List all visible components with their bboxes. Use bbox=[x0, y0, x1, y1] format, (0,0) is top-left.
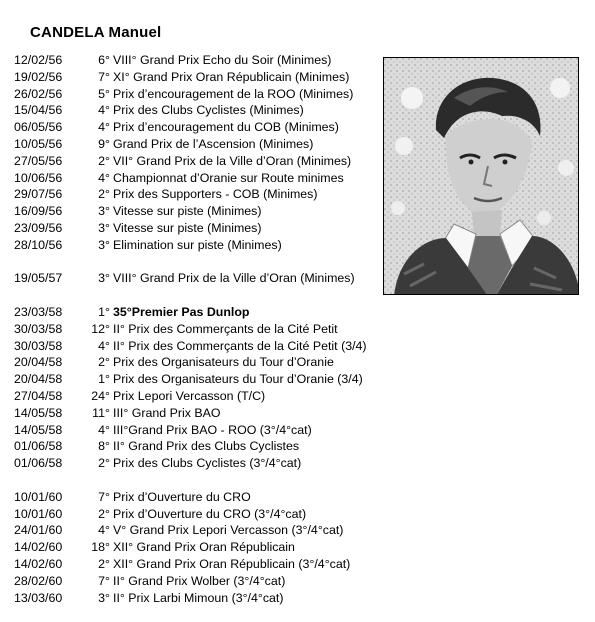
result-race: Championnat d’Oranie sur Route minimes bbox=[113, 170, 344, 185]
result-date: 19/02/56 bbox=[14, 69, 63, 84]
result-race: XII° Grand Prix Oran Républicain (3°/4°cat) bbox=[113, 556, 351, 571]
result-race: Prix des Clubs Cyclistes (Minimes) bbox=[113, 103, 304, 118]
result-row bbox=[14, 590, 584, 607]
result-row bbox=[14, 556, 584, 573]
result-row bbox=[14, 489, 584, 506]
result-place: 12° bbox=[91, 321, 110, 336]
result-race: II° Grand Prix des Clubs Cyclistes bbox=[113, 439, 300, 454]
result-row bbox=[14, 422, 584, 439]
result-place: 4° bbox=[98, 170, 110, 185]
result-race: Vitesse sur piste (Minimes) bbox=[113, 220, 262, 235]
result-date: 14/02/60 bbox=[14, 556, 63, 571]
result-place: 2° bbox=[98, 456, 110, 471]
result-date: 01/06/58 bbox=[14, 456, 63, 471]
result-race: XI° Grand Prix Oran Républicain (Minimes) bbox=[113, 69, 350, 84]
result-date: 16/09/56 bbox=[14, 204, 63, 219]
result-place: 4° bbox=[98, 523, 110, 538]
portrait-photo bbox=[383, 57, 579, 295]
result-row bbox=[14, 405, 584, 422]
result-date: 10/01/60 bbox=[14, 506, 63, 521]
result-date: 14/05/58 bbox=[14, 405, 63, 420]
result-race: Prix d’Ouverture du CRO (3°/4°cat) bbox=[113, 506, 307, 521]
result-date: 28/10/56 bbox=[14, 237, 63, 252]
result-race: XII° Grand Prix Oran Républicain bbox=[113, 540, 295, 555]
result-date: 23/09/56 bbox=[14, 220, 63, 235]
result-place: 3° bbox=[98, 204, 110, 219]
result-date: 23/03/58 bbox=[14, 304, 63, 319]
result-date: 27/04/58 bbox=[14, 388, 63, 403]
portrait-image bbox=[384, 58, 579, 295]
result-date: 12/02/56 bbox=[14, 53, 63, 67]
result-place: 9° bbox=[98, 136, 110, 151]
result-row bbox=[14, 388, 584, 405]
result-place: 2° bbox=[98, 355, 110, 370]
result-date: 10/01/60 bbox=[14, 489, 63, 504]
result-place: 7° bbox=[98, 489, 110, 504]
result-date: 15/04/56 bbox=[14, 103, 63, 118]
result-place: 18° bbox=[91, 540, 110, 555]
result-race: III° Grand Prix BAO bbox=[113, 405, 221, 420]
result-row bbox=[14, 354, 584, 371]
result-row bbox=[14, 573, 584, 590]
result-race: Prix des Supporters - COB (Minimes) bbox=[113, 187, 318, 202]
result-race: 35°Premier Pas Dunlop bbox=[113, 304, 250, 319]
result-place: 2° bbox=[98, 187, 110, 202]
result-date: 28/02/60 bbox=[14, 573, 63, 588]
result-date: 14/02/60 bbox=[14, 540, 63, 555]
result-race: Prix d’Ouverture du CRO bbox=[113, 489, 251, 504]
result-row bbox=[14, 455, 584, 472]
result-place: 3° bbox=[98, 237, 110, 252]
result-date: 10/05/56 bbox=[14, 136, 63, 151]
result-race: II° Grand Prix Wolber (3°/4°cat) bbox=[113, 573, 286, 588]
result-place: 7° bbox=[98, 69, 110, 84]
result-race: Prix d’encouragement du COB (Minimes) bbox=[113, 120, 339, 135]
result-date: 27/05/56 bbox=[14, 153, 63, 168]
result-place: 3° bbox=[98, 271, 110, 286]
result-race: Vitesse sur piste (Minimes) bbox=[113, 204, 262, 219]
result-place: 3° bbox=[98, 590, 110, 605]
result-race: Grand Prix de l’Ascension (Minimes) bbox=[113, 136, 314, 151]
result-row bbox=[14, 338, 584, 355]
result-place: 2° bbox=[98, 153, 110, 168]
result-place: 8° bbox=[98, 439, 110, 454]
result-race: Prix des Organisateurs du Tour d’Oranie (3/4) bbox=[113, 372, 363, 387]
result-place: 1° bbox=[98, 304, 110, 319]
result-row bbox=[14, 371, 584, 388]
result-place: 4° bbox=[98, 422, 110, 437]
result-place: 6° bbox=[98, 53, 110, 67]
result-race: Prix Lepori Vercasson (T/C) bbox=[113, 388, 266, 403]
result-date: 10/06/56 bbox=[14, 170, 63, 185]
result-race: III°Grand Prix BAO - ROO (3°/4°cat) bbox=[113, 422, 312, 437]
result-place: 4° bbox=[98, 120, 110, 135]
result-row bbox=[14, 522, 584, 539]
result-place: 5° bbox=[98, 86, 110, 101]
result-row bbox=[14, 438, 584, 455]
result-place: 1° bbox=[98, 372, 110, 387]
result-place: 11° bbox=[92, 405, 110, 420]
page-title: CANDELA Manuel bbox=[30, 24, 162, 41]
result-place: 2° bbox=[98, 506, 110, 521]
result-race: Elimination sur piste (Minimes) bbox=[113, 237, 282, 252]
result-place: 7° bbox=[98, 573, 110, 588]
result-row bbox=[14, 304, 584, 321]
result-race: VII° Grand Prix de la Ville d’Oran (Minimes) bbox=[113, 153, 352, 168]
result-place: 3° bbox=[98, 220, 110, 235]
result-race: VIII° Grand Prix de la Ville d’Oran (Minimes) bbox=[113, 271, 355, 286]
result-row bbox=[14, 506, 584, 523]
result-race: VIII° Grand Prix Echo du Soir (Minimes) bbox=[113, 53, 332, 67]
result-row bbox=[14, 321, 584, 338]
result-race: II° Prix Larbi Mimoun (3°/4°cat) bbox=[113, 590, 284, 605]
result-race: V° Grand Prix Lepori Vercasson (3°/4°cat) bbox=[113, 523, 344, 538]
result-date: 01/06/58 bbox=[14, 439, 63, 454]
result-date: 29/07/56 bbox=[14, 187, 63, 202]
result-date: 24/01/60 bbox=[14, 523, 63, 538]
result-place: 4° bbox=[98, 338, 110, 353]
result-place: 4° bbox=[98, 103, 110, 118]
result-date: 30/03/58 bbox=[14, 321, 63, 336]
result-race: II° Prix des Commerçants de la Cité Petit bbox=[113, 321, 338, 336]
result-race: Prix des Clubs Cyclistes (3°/4°cat) bbox=[113, 456, 302, 471]
result-date: 14/05/58 bbox=[14, 422, 63, 437]
result-date: 26/02/56 bbox=[14, 86, 63, 101]
result-date: 13/03/60 bbox=[14, 590, 63, 605]
result-race: Prix d’encouragement de la ROO (Minimes) bbox=[113, 86, 354, 101]
result-race: II° Prix des Commerçants de la Cité Petit (3/4) bbox=[113, 338, 367, 353]
result-race: Prix des Organisateurs du Tour d’Oranie bbox=[113, 355, 334, 370]
result-place: 24° bbox=[91, 388, 110, 403]
result-date: 19/05/57 bbox=[14, 271, 63, 286]
result-date: 06/05/56 bbox=[14, 120, 63, 135]
result-row bbox=[14, 539, 584, 556]
result-date: 20/04/58 bbox=[14, 355, 63, 370]
result-date: 20/04/58 bbox=[14, 372, 63, 387]
result-place: 2° bbox=[98, 556, 110, 571]
result-date: 30/03/58 bbox=[14, 338, 63, 353]
